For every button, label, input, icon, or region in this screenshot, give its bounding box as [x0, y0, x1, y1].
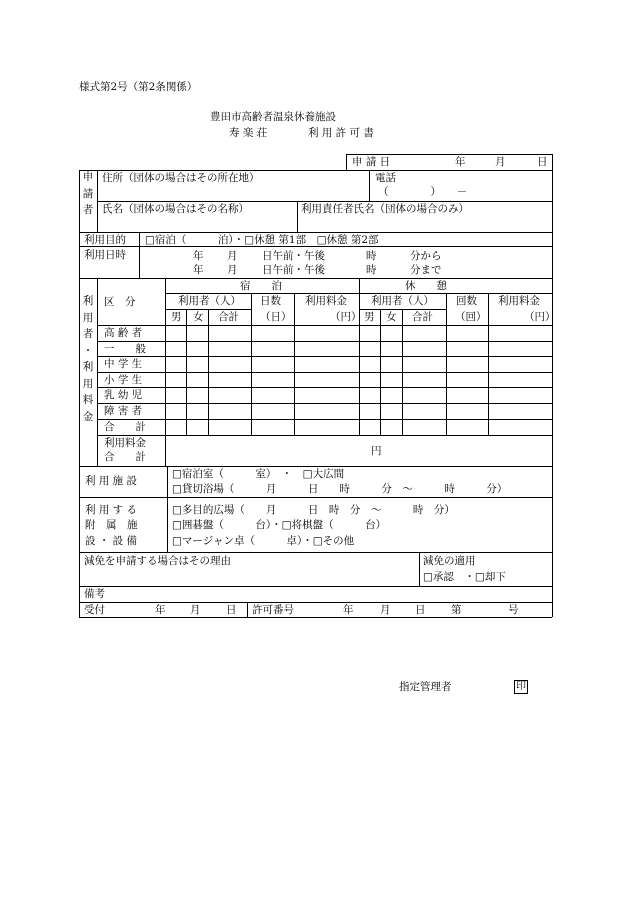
reduction-apply-label: 減免の適用	[423, 555, 476, 567]
fee-total-label-1: 利用料金	[104, 437, 146, 449]
name-label: 氏名（団体の場合はその名称）	[102, 203, 249, 215]
receipt-day: 日	[226, 604, 237, 616]
reduction-apply-options[interactable]: □承認 ・□却下	[423, 571, 506, 583]
stay-fee-unit: （円）	[330, 311, 362, 323]
fee-total-yen: 円	[371, 445, 382, 457]
rest-header: 休 憩	[405, 280, 447, 292]
purpose-options[interactable]: □宿泊（ 泊）・□休憩 第1部 □休憩 第2部	[145, 234, 379, 246]
address-label: 住所（団体の場合はその所在地）	[102, 172, 260, 184]
attached-label-1: 利 用 す る	[85, 504, 138, 516]
seal-mark: 印	[516, 681, 526, 692]
table-row: 一 般	[104, 343, 146, 355]
phone-label: 電話	[375, 172, 396, 184]
facility-line-1[interactable]: □宿泊室（ 室） ・ □大広間	[172, 468, 345, 480]
fee-total-label-2: 合 計	[104, 451, 146, 463]
fee-side-label: 利 用 者 ・ 利 用 料 金	[82, 295, 94, 423]
facility-label: 利 用 施 設	[85, 475, 138, 487]
apply-month: 月	[495, 156, 506, 168]
attached-line-1[interactable]: □多目的広場（ 月 日 時 分 〜 時 分）	[172, 504, 455, 516]
title-name: 寿 楽 荘	[229, 127, 268, 139]
receipt-year: 年	[155, 604, 166, 616]
stay-male-header: 男	[171, 311, 182, 323]
attached-label-2: 附 属 施	[85, 519, 138, 531]
receipt-month: 月	[190, 604, 201, 616]
purpose-label: 利用目的	[84, 234, 126, 246]
title-facility: 豊田市高齢者温泉休養施設	[210, 111, 336, 123]
rest-users-header: 利用者（人）	[371, 295, 434, 307]
table-row: 小 学 生	[104, 374, 143, 386]
apply-date-label: 申 請 日	[352, 156, 391, 168]
rest-male-header: 男	[364, 311, 375, 323]
permit-no-suffix: 号	[508, 604, 519, 616]
table-row: 乳 幼 児	[104, 389, 143, 401]
fee-total-field[interactable]	[166, 436, 551, 465]
rest-count-header: 回数	[456, 295, 477, 307]
category-header: 区 分	[104, 296, 136, 308]
apply-year: 年	[455, 156, 466, 168]
rest-total-header: 合計	[412, 311, 433, 323]
attached-label-3: 設 ・ 設 備	[85, 535, 138, 547]
stay-female-header: 女	[193, 311, 204, 323]
form-number: 様式第2号（第2条関係）	[79, 81, 198, 93]
reduction-reason-field[interactable]	[80, 569, 418, 585]
remarks-label: 備考	[84, 588, 105, 600]
rest-fee-header: 利用料金	[498, 295, 540, 307]
stay-users-header: 利用者（人）	[178, 295, 241, 307]
attached-line-2[interactable]: □囲碁盤（ 台）・□将棋盤（ 台）	[172, 519, 387, 531]
permit-label: 許可番号	[252, 604, 294, 616]
receipt-label: 受付	[84, 604, 105, 616]
responsible-label: 利用責任者氏名（団体の場合のみ）	[301, 203, 469, 215]
applicant-side-label: 申 請 者	[82, 171, 94, 216]
facility-line-2[interactable]: □貸切浴場（ 月 日 時 分 〜 時 分）	[172, 483, 508, 495]
rest-count-unit: （回）	[455, 311, 487, 323]
responsible-field[interactable]	[298, 217, 551, 231]
table-row: 高 齢 者	[104, 327, 143, 339]
stay-fee-header: 利用料金	[305, 295, 347, 307]
permit-day: 日	[415, 604, 426, 616]
stay-total-header: 合計	[218, 311, 239, 323]
address-field[interactable]	[98, 186, 368, 200]
datetime-label: 利用日時	[84, 249, 126, 261]
rest-female-header: 女	[386, 311, 397, 323]
title-doc: 利 用 許 可 書	[308, 127, 374, 139]
permit-no-prefix: 第	[451, 604, 462, 616]
name-field[interactable]	[98, 217, 296, 231]
attached-line-3[interactable]: □マージャン卓（ 卓）・□その他	[172, 535, 355, 547]
permit-month: 月	[380, 604, 391, 616]
manager-label: 指定管理者	[399, 681, 452, 693]
table-row: 障 害 者	[104, 405, 143, 417]
rest-fee-unit: （円）	[524, 311, 556, 323]
stay-header: 宿 泊	[240, 280, 282, 292]
stay-days-header: 日数	[260, 295, 281, 307]
table-row: 中 学 生	[104, 358, 143, 370]
stay-days-unit: （日）	[260, 311, 292, 323]
phone-field[interactable]: （ ） －	[378, 186, 468, 198]
apply-day: 日	[537, 156, 548, 168]
table-row: 合 計	[104, 421, 146, 433]
permit-year: 年	[343, 604, 354, 616]
reduction-reason-label: 減免を申請する場合はその理由	[84, 555, 231, 567]
